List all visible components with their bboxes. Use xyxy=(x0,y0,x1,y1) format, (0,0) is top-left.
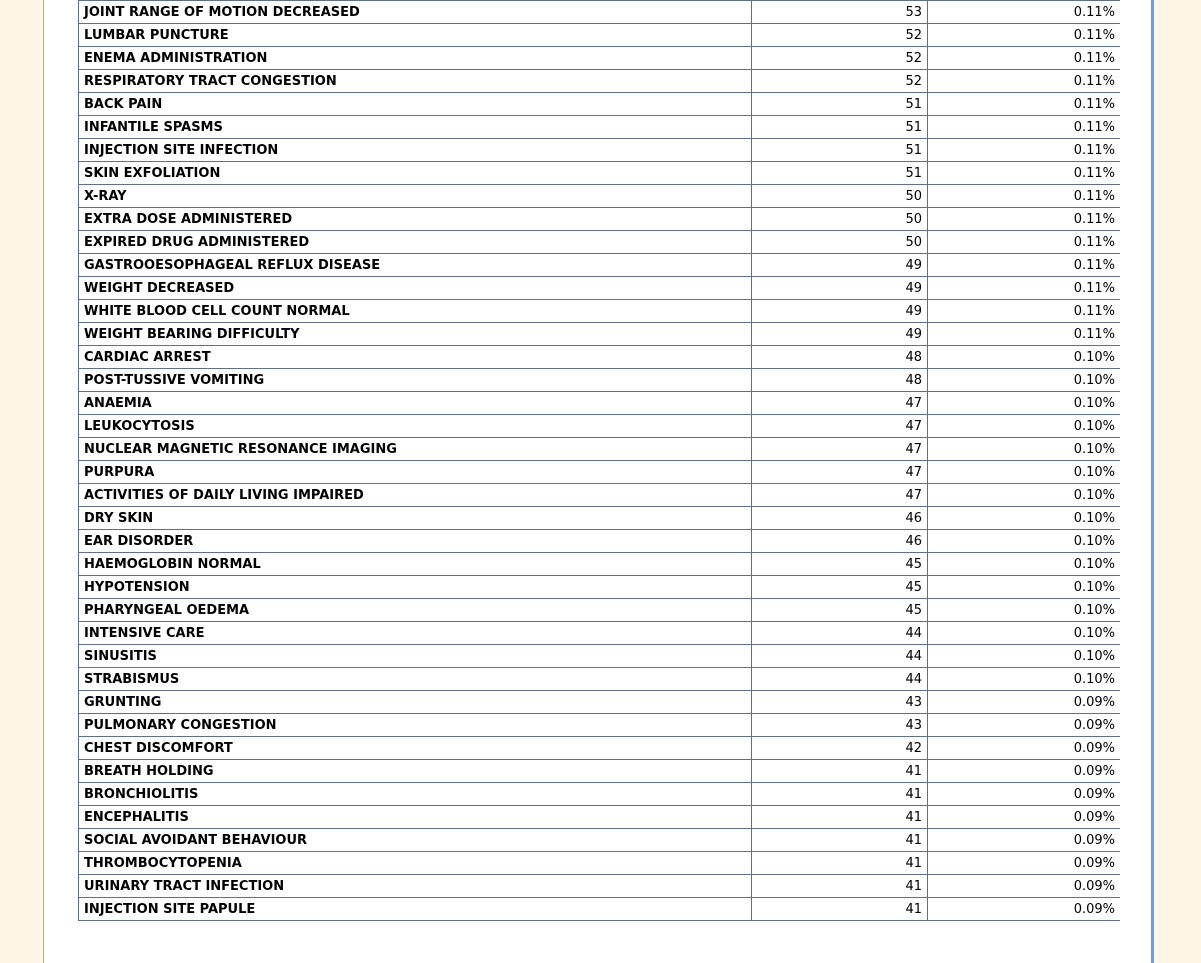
event-percent-cell: 0.09% xyxy=(928,806,1121,829)
event-term-cell: GASTROOESOPHAGEAL REFLUX DISEASE xyxy=(79,254,752,277)
event-percent-cell: 0.09% xyxy=(928,898,1121,921)
event-term-cell: INTENSIVE CARE xyxy=(79,622,752,645)
event-term-cell: HAEMOGLOBIN NORMAL xyxy=(79,553,752,576)
event-term-cell: JOINT RANGE OF MOTION DECREASED xyxy=(79,1,752,24)
event-percent-cell: 0.10% xyxy=(928,346,1121,369)
event-term-cell: URINARY TRACT INFECTION xyxy=(79,875,752,898)
table-row xyxy=(79,116,1121,139)
table-row xyxy=(79,553,1121,576)
table-row xyxy=(79,875,1121,898)
event-count-cell: 41 xyxy=(752,898,928,921)
event-term-cell: EAR DISORDER xyxy=(79,530,752,553)
table-row xyxy=(79,70,1121,93)
event-count-cell: 42 xyxy=(752,737,928,760)
content-panel xyxy=(43,0,1154,963)
event-term-cell: PULMONARY CONGESTION xyxy=(79,714,752,737)
table-row xyxy=(79,1,1121,24)
table-row xyxy=(79,668,1121,691)
event-count-cell: 50 xyxy=(752,208,928,231)
event-percent-cell: 0.09% xyxy=(928,760,1121,783)
table-container xyxy=(78,0,1120,963)
table-row xyxy=(79,438,1121,461)
event-count-cell: 47 xyxy=(752,415,928,438)
event-term-cell: HYPOTENSION xyxy=(79,576,752,599)
table-row xyxy=(79,346,1121,369)
table-row xyxy=(79,806,1121,829)
event-percent-cell: 0.10% xyxy=(928,415,1121,438)
event-percent-cell: 0.11% xyxy=(928,231,1121,254)
event-percent-cell: 0.10% xyxy=(928,599,1121,622)
event-count-cell: 43 xyxy=(752,691,928,714)
table-row xyxy=(79,139,1121,162)
table-row xyxy=(79,622,1121,645)
table-row xyxy=(79,576,1121,599)
table-row xyxy=(79,300,1121,323)
event-count-cell: 50 xyxy=(752,231,928,254)
event-term-cell: X-RAY xyxy=(79,185,752,208)
event-percent-cell: 0.11% xyxy=(928,93,1121,116)
event-count-cell: 45 xyxy=(752,576,928,599)
table-row xyxy=(79,645,1121,668)
event-term-cell: STRABISMUS xyxy=(79,668,752,691)
table-row xyxy=(79,185,1121,208)
event-count-cell: 51 xyxy=(752,139,928,162)
event-term-cell: SKIN EXFOLIATION xyxy=(79,162,752,185)
event-percent-cell: 0.10% xyxy=(928,645,1121,668)
table-row xyxy=(79,323,1121,346)
event-term-cell: ACTIVITIES OF DAILY LIVING IMPAIRED xyxy=(79,484,752,507)
event-count-cell: 47 xyxy=(752,461,928,484)
table-row xyxy=(79,231,1121,254)
event-count-cell: 52 xyxy=(752,47,928,70)
event-term-cell: LUMBAR PUNCTURE xyxy=(79,24,752,47)
event-count-cell: 49 xyxy=(752,323,928,346)
event-term-cell: BREATH HOLDING xyxy=(79,760,752,783)
event-term-cell: POST-TUSSIVE VOMITING xyxy=(79,369,752,392)
event-percent-cell: 0.11% xyxy=(928,185,1121,208)
event-percent-cell: 0.11% xyxy=(928,116,1121,139)
event-term-cell: PHARYNGEAL OEDEMA xyxy=(79,599,752,622)
event-term-cell: CARDIAC ARREST xyxy=(79,346,752,369)
table-row xyxy=(79,829,1121,852)
event-count-cell: 49 xyxy=(752,277,928,300)
event-count-cell: 47 xyxy=(752,484,928,507)
event-count-cell: 41 xyxy=(752,760,928,783)
event-percent-cell: 0.10% xyxy=(928,438,1121,461)
event-term-cell: WHITE BLOOD CELL COUNT NORMAL xyxy=(79,300,752,323)
event-count-cell: 45 xyxy=(752,599,928,622)
event-percent-cell: 0.10% xyxy=(928,553,1121,576)
event-percent-cell: 0.11% xyxy=(928,323,1121,346)
table-row xyxy=(79,93,1121,116)
table-row xyxy=(79,208,1121,231)
event-percent-cell: 0.09% xyxy=(928,829,1121,852)
event-percent-cell: 0.11% xyxy=(928,24,1121,47)
event-percent-cell: 0.10% xyxy=(928,507,1121,530)
event-term-cell: INJECTION SITE INFECTION xyxy=(79,139,752,162)
table-row xyxy=(79,484,1121,507)
event-count-cell: 47 xyxy=(752,438,928,461)
event-count-cell: 51 xyxy=(752,162,928,185)
event-term-cell: NUCLEAR MAGNETIC RESONANCE IMAGING xyxy=(79,438,752,461)
event-term-cell: WEIGHT DECREASED xyxy=(79,277,752,300)
event-percent-cell: 0.09% xyxy=(928,714,1121,737)
event-percent-cell: 0.10% xyxy=(928,392,1121,415)
table-row xyxy=(79,24,1121,47)
event-term-cell: THROMBOCYTOPENIA xyxy=(79,852,752,875)
event-percent-cell: 0.11% xyxy=(928,277,1121,300)
event-count-cell: 46 xyxy=(752,530,928,553)
event-term-cell: GRUNTING xyxy=(79,691,752,714)
event-count-cell: 47 xyxy=(752,392,928,415)
event-term-cell: RESPIRATORY TRACT CONGESTION xyxy=(79,70,752,93)
table-row xyxy=(79,898,1121,921)
table-row xyxy=(79,461,1121,484)
event-count-cell: 52 xyxy=(752,24,928,47)
table-row xyxy=(79,760,1121,783)
event-percent-cell: 0.09% xyxy=(928,852,1121,875)
event-percent-cell: 0.11% xyxy=(928,208,1121,231)
event-count-cell: 45 xyxy=(752,553,928,576)
table-row xyxy=(79,277,1121,300)
event-count-cell: 44 xyxy=(752,645,928,668)
event-term-cell: BRONCHIOLITIS xyxy=(79,783,752,806)
table-row xyxy=(79,507,1121,530)
event-percent-cell: 0.11% xyxy=(928,47,1121,70)
event-count-cell: 43 xyxy=(752,714,928,737)
event-term-cell: ENCEPHALITIS xyxy=(79,806,752,829)
event-percent-cell: 0.10% xyxy=(928,576,1121,599)
event-count-cell: 49 xyxy=(752,254,928,277)
event-percent-cell: 0.11% xyxy=(928,162,1121,185)
table-row xyxy=(79,47,1121,70)
table-body xyxy=(79,1,1121,921)
event-percent-cell: 0.10% xyxy=(928,530,1121,553)
event-percent-cell: 0.10% xyxy=(928,369,1121,392)
event-term-cell: LEUKOCYTOSIS xyxy=(79,415,752,438)
event-count-cell: 41 xyxy=(752,806,928,829)
event-count-cell: 52 xyxy=(752,70,928,93)
event-percent-cell: 0.11% xyxy=(928,139,1121,162)
event-count-cell: 41 xyxy=(752,875,928,898)
event-percent-cell: 0.10% xyxy=(928,668,1121,691)
table-row xyxy=(79,852,1121,875)
event-percent-cell: 0.11% xyxy=(928,254,1121,277)
event-count-cell: 44 xyxy=(752,622,928,645)
event-count-cell: 41 xyxy=(752,852,928,875)
table-row xyxy=(79,737,1121,760)
table-row xyxy=(79,415,1121,438)
adverse-event-table xyxy=(78,0,1120,921)
table-row xyxy=(79,783,1121,806)
event-term-cell: ANAEMIA xyxy=(79,392,752,415)
table-row xyxy=(79,599,1121,622)
table-row xyxy=(79,392,1121,415)
event-count-cell: 48 xyxy=(752,369,928,392)
event-term-cell: BACK PAIN xyxy=(79,93,752,116)
event-count-cell: 51 xyxy=(752,93,928,116)
event-term-cell: PURPURA xyxy=(79,461,752,484)
table-row xyxy=(79,530,1121,553)
event-count-cell: 50 xyxy=(752,185,928,208)
event-count-cell: 41 xyxy=(752,783,928,806)
event-count-cell: 53 xyxy=(752,1,928,24)
event-count-cell: 51 xyxy=(752,116,928,139)
event-percent-cell: 0.11% xyxy=(928,70,1121,93)
table-row xyxy=(79,691,1121,714)
event-count-cell: 44 xyxy=(752,668,928,691)
event-percent-cell: 0.10% xyxy=(928,622,1121,645)
event-term-cell: EXTRA DOSE ADMINISTERED xyxy=(79,208,752,231)
event-count-cell: 49 xyxy=(752,300,928,323)
event-term-cell: WEIGHT BEARING DIFFICULTY xyxy=(79,323,752,346)
event-count-cell: 48 xyxy=(752,346,928,369)
event-percent-cell: 0.11% xyxy=(928,1,1121,24)
event-term-cell: EXPIRED DRUG ADMINISTERED xyxy=(79,231,752,254)
event-count-cell: 41 xyxy=(752,829,928,852)
event-term-cell: SINUSITIS xyxy=(79,645,752,668)
event-percent-cell: 0.09% xyxy=(928,875,1121,898)
table-row xyxy=(79,162,1121,185)
event-term-cell: SOCIAL AVOIDANT BEHAVIOUR xyxy=(79,829,752,852)
event-term-cell: DRY SKIN xyxy=(79,507,752,530)
event-count-cell: 46 xyxy=(752,507,928,530)
event-term-cell: INFANTILE SPASMS xyxy=(79,116,752,139)
table-row xyxy=(79,369,1121,392)
event-percent-cell: 0.10% xyxy=(928,461,1121,484)
event-percent-cell: 0.09% xyxy=(928,691,1121,714)
event-percent-cell: 0.09% xyxy=(928,737,1121,760)
event-percent-cell: 0.09% xyxy=(928,783,1121,806)
event-term-cell: INJECTION SITE PAPULE xyxy=(79,898,752,921)
table-row xyxy=(79,714,1121,737)
event-percent-cell: 0.11% xyxy=(928,300,1121,323)
table-row xyxy=(79,254,1121,277)
event-percent-cell: 0.10% xyxy=(928,484,1121,507)
event-term-cell: ENEMA ADMINISTRATION xyxy=(79,47,752,70)
event-term-cell: CHEST DISCOMFORT xyxy=(79,737,752,760)
